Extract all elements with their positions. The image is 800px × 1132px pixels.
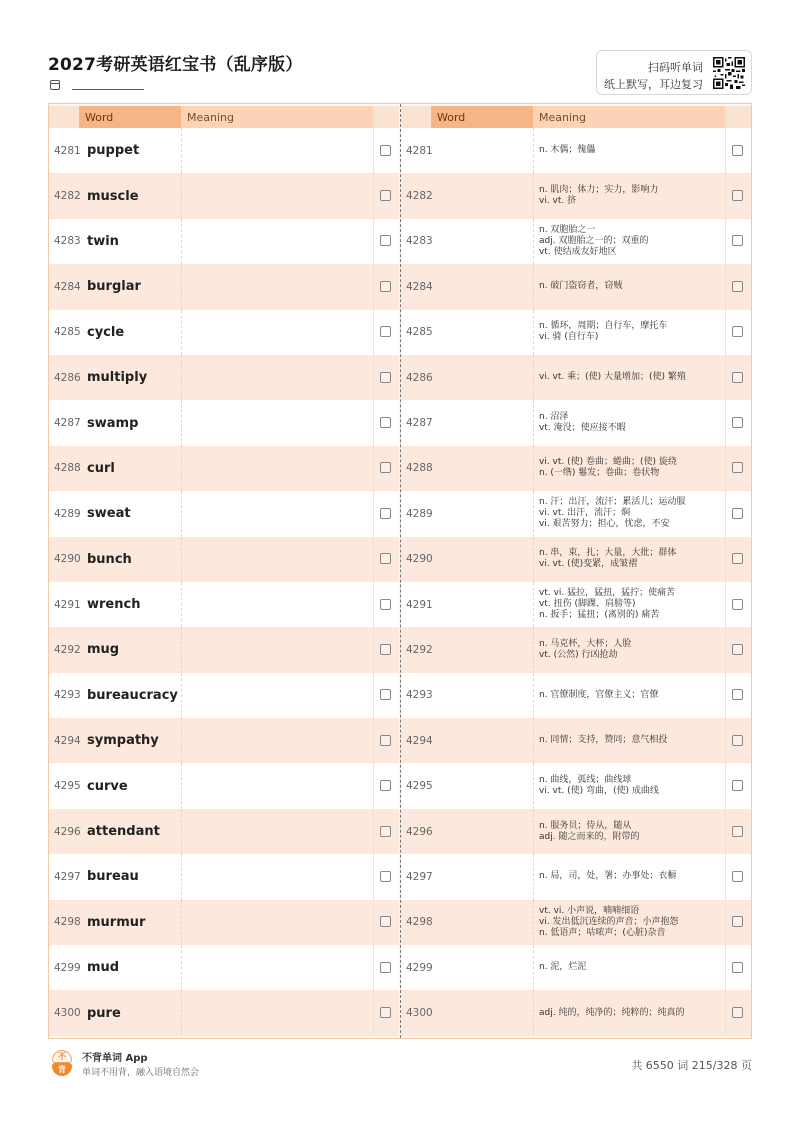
row-number: 4298 [406, 916, 433, 929]
meaning-text: n. 沼泽 vt. 淹没；使应接不暇 [539, 412, 626, 434]
column-separator [181, 491, 182, 536]
checkbox[interactable] [380, 644, 391, 655]
meaning-text: vt. vi. 小声说，喃喃细语 vi. 发出低沉连续的声音；小声抱怨 n. 低语声；咕哝声；(心脏)杂音 [539, 905, 679, 938]
table-row [401, 400, 751, 445]
meaning-text: vi. vt. (使) 卷曲；蜷曲；(使) 旋绕 n. (一绺) 鬈发；卷曲；卷状物 [539, 457, 677, 479]
column-separator [373, 355, 374, 400]
app-logo [52, 1050, 74, 1077]
table-header [401, 104, 751, 128]
checkbox[interactable] [380, 417, 391, 428]
table-row [401, 355, 751, 400]
meaning-text: n. 破门盗窃者，窃贼 [539, 281, 623, 292]
row-number: 4296 [54, 825, 81, 838]
word-text: cycle [87, 324, 125, 340]
checkbox[interactable] [380, 553, 391, 564]
checkbox[interactable] [380, 780, 391, 791]
word-text: curve [87, 778, 128, 794]
checkbox[interactable] [732, 508, 743, 519]
row-number: 4291 [406, 598, 433, 611]
column-separator [373, 264, 374, 309]
header-check-cell [725, 106, 751, 128]
row-number: 4295 [54, 780, 81, 793]
column-separator [373, 990, 374, 1035]
checkbox[interactable] [732, 1007, 743, 1018]
column-separator [533, 128, 534, 173]
qr-caption-listen: 扫码听单词 [648, 61, 703, 74]
meaning-text: n. 泥，烂泥 [539, 962, 587, 973]
column-separator [373, 173, 374, 218]
column-separator [373, 400, 374, 445]
qr-code-icon[interactable] [713, 57, 745, 89]
table-row [49, 900, 399, 945]
column-separator [725, 945, 726, 990]
row-number: 4294 [406, 734, 433, 747]
column-separator [181, 128, 182, 173]
column-separator [373, 128, 374, 173]
checkbox[interactable] [732, 962, 743, 973]
column-separator [533, 400, 534, 445]
column-separator [181, 310, 182, 355]
row-number: 4288 [54, 462, 81, 475]
checkbox[interactable] [380, 735, 391, 746]
table-row [49, 173, 399, 218]
page-title: 2027考研英语红宝书（乱序版） [48, 55, 303, 75]
meaning-text: n. 木偶；傀儡 [539, 145, 596, 156]
row-number: 4282 [406, 190, 433, 203]
row-number: 4284 [54, 280, 81, 293]
checkbox[interactable] [732, 735, 743, 746]
column-separator [373, 809, 374, 854]
column-separator [725, 582, 726, 627]
row-number: 4298 [54, 916, 81, 929]
word-text: muscle [87, 188, 139, 204]
row-number: 4293 [406, 689, 433, 702]
checkbox[interactable] [732, 326, 743, 337]
word-text: wrench [87, 597, 141, 613]
checkbox[interactable] [380, 962, 391, 973]
column-separator [725, 673, 726, 718]
column-separator [181, 582, 182, 627]
column-separator [533, 173, 534, 218]
row-number: 4290 [406, 553, 433, 566]
column-separator [181, 355, 182, 400]
row-number: 4283 [54, 235, 81, 248]
column-separator [181, 537, 182, 582]
meaning-text: n. 循环，周期；自行车，摩托车 vi. 骑 (自行车) [539, 321, 668, 343]
column-separator [373, 446, 374, 491]
word-text: attendant [87, 824, 160, 840]
checkbox[interactable] [732, 826, 743, 837]
column-separator [725, 355, 726, 400]
row-number: 4281 [54, 144, 81, 157]
checkbox[interactable] [732, 462, 743, 473]
table-row [49, 718, 399, 763]
column-separator [373, 718, 374, 763]
table-row [401, 854, 751, 899]
checkbox[interactable] [380, 281, 391, 292]
column-separator [725, 264, 726, 309]
row-number: 4295 [406, 780, 433, 793]
word-text: pure [87, 1005, 121, 1021]
qr-panel[interactable] [596, 50, 752, 95]
column-separator [533, 673, 534, 718]
table-row [401, 264, 751, 309]
table-row [49, 627, 399, 672]
column-separator [181, 945, 182, 990]
row-number: 4293 [54, 689, 81, 702]
row-number: 4286 [54, 371, 81, 384]
checkbox[interactable] [380, 372, 391, 383]
checkbox[interactable] [380, 1007, 391, 1018]
word-column-half [49, 104, 399, 1038]
meaning-text: n. 汗；出汗，流汗；累活儿；运动服 vi. vt. 出汗，流汗；焖 vi. 艰苦努力；担心，忧虑，不安 [539, 497, 686, 530]
column-separator [725, 446, 726, 491]
checkbox[interactable] [380, 599, 391, 610]
meaning-text: n. 服务员；侍从，随从 adj. 随之而来的，附带的 [539, 820, 640, 842]
column-separator [533, 264, 534, 309]
row-number: 4297 [406, 870, 433, 883]
table-row [49, 854, 399, 899]
meaning-text: vi. vt. 乘；(使) 大量增加；(使) 繁殖 [539, 372, 686, 383]
column-separator [725, 854, 726, 899]
word-rows [49, 128, 399, 1036]
column-separator [373, 854, 374, 899]
date-row [50, 80, 144, 90]
table-row [49, 582, 399, 627]
row-number: 4294 [54, 734, 81, 747]
table-row [49, 673, 399, 718]
column-separator [181, 900, 182, 945]
column-separator [533, 627, 534, 672]
row-number: 4286 [406, 371, 433, 384]
table-row [401, 128, 751, 173]
column-separator [373, 627, 374, 672]
checkbox[interactable] [380, 508, 391, 519]
table-row [49, 990, 399, 1035]
word-text: sympathy [87, 733, 159, 749]
row-number: 4299 [54, 961, 81, 974]
checkbox[interactable] [732, 145, 743, 156]
column-separator [725, 809, 726, 854]
row-number: 4300 [54, 1007, 81, 1020]
checkbox[interactable] [732, 689, 743, 700]
meaning-text: n. 局，司，处，署；办事处；衣橱 [539, 871, 677, 882]
column-separator [373, 537, 374, 582]
column-separator [533, 310, 534, 355]
table-row [49, 355, 399, 400]
logo-top-glyph: 不 [52, 1050, 72, 1063]
column-separator [725, 627, 726, 672]
column-separator [725, 990, 726, 1035]
column-separator [725, 310, 726, 355]
column-separator [725, 900, 726, 945]
column-separator [181, 627, 182, 672]
meaning-text: n. 马克杯，大杯；人脸 vt. (公然) 行凶抢劫 [539, 638, 632, 660]
table-row [401, 173, 751, 218]
word-text: mud [87, 960, 120, 976]
column-separator [373, 491, 374, 536]
table-row [401, 900, 751, 945]
column-separator [533, 990, 534, 1035]
row-number: 4292 [406, 643, 433, 656]
header-meaning: Meaning [181, 106, 373, 128]
checkbox[interactable] [732, 780, 743, 791]
checkbox[interactable] [732, 871, 743, 882]
table-row [401, 491, 751, 536]
column-separator [181, 219, 182, 264]
checkbox[interactable] [732, 553, 743, 564]
column-separator [533, 718, 534, 763]
word-text: puppet [87, 143, 140, 159]
row-number: 4291 [54, 598, 81, 611]
table-row [401, 673, 751, 718]
column-separator [725, 491, 726, 536]
table-row [401, 990, 751, 1035]
table-row [49, 264, 399, 309]
table-header [49, 104, 399, 128]
header-word: Word [431, 106, 533, 128]
table-row [49, 310, 399, 355]
word-text: bureaucracy [87, 687, 178, 703]
checkbox[interactable] [380, 462, 391, 473]
row-number: 4289 [406, 507, 433, 520]
column-separator [181, 400, 182, 445]
qr-caption-review: 纸上默写，耳边复习 [604, 78, 703, 91]
checkbox[interactable] [732, 190, 743, 201]
row-number: 4292 [54, 643, 81, 656]
meaning-text: n. 串，束，扎；大量，大批；群体 vi. vt. (使)变紧，成皱褶 [539, 548, 677, 570]
table-row [49, 491, 399, 536]
checkbox[interactable] [732, 599, 743, 610]
meaning-text: n. 官僚制度，官僚主义；官僚 [539, 689, 659, 700]
row-number: 4285 [406, 326, 433, 339]
column-separator [373, 945, 374, 990]
word-text: mug [87, 642, 120, 658]
column-separator [181, 854, 182, 899]
table-row [401, 219, 751, 264]
header-word: Word [79, 106, 181, 128]
table-row [401, 763, 751, 808]
checkbox[interactable] [732, 281, 743, 292]
column-separator [533, 446, 534, 491]
row-number: 4297 [54, 870, 81, 883]
table-row [49, 763, 399, 808]
column-separator [373, 310, 374, 355]
column-separator [725, 763, 726, 808]
column-separator [725, 219, 726, 264]
checkbox[interactable] [380, 689, 391, 700]
meaning-text: vt. vi. 猛拉，猛扭，猛拧；使痛苦 vt. 扭伤 (脚踝、肩膀等) n. 扳手；猛扭；(离别的) 痛苦 [539, 588, 676, 621]
word-text: sweat [87, 506, 131, 522]
row-number: 4285 [54, 326, 81, 339]
table-row [401, 310, 751, 355]
header-number-cell [49, 106, 79, 128]
checkbox[interactable] [732, 644, 743, 655]
column-separator [725, 128, 726, 173]
header-meaning: Meaning [533, 106, 725, 128]
column-separator [533, 219, 534, 264]
app-name: 不背单词 App [82, 1053, 148, 1064]
checkbox[interactable] [380, 871, 391, 882]
table-row [401, 582, 751, 627]
checkbox[interactable] [380, 826, 391, 837]
checkbox[interactable] [732, 916, 743, 927]
column-separator [373, 900, 374, 945]
word-text: burglar [87, 279, 141, 295]
checkbox[interactable] [732, 372, 743, 383]
row-number: 4287 [54, 417, 81, 430]
table-row [401, 809, 751, 854]
column-separator [725, 400, 726, 445]
checkbox[interactable] [732, 235, 743, 246]
checkbox[interactable] [380, 916, 391, 927]
table-row [49, 446, 399, 491]
checkbox[interactable] [732, 417, 743, 428]
row-number: 4289 [54, 507, 81, 520]
row-number: 4290 [54, 553, 81, 566]
column-separator [533, 900, 534, 945]
word-text: swamp [87, 415, 139, 431]
meaning-text: n. 曲线，弧线；曲线球 vi. vt. (使) 弯曲，(使) 成曲线 [539, 775, 659, 797]
table-row [49, 809, 399, 854]
word-sheet [48, 103, 752, 1039]
word-text: bureau [87, 869, 139, 885]
column-separator [181, 763, 182, 808]
column-separator [181, 446, 182, 491]
row-number: 4296 [406, 825, 433, 838]
row-number: 4300 [406, 1007, 433, 1020]
row-number: 4281 [406, 144, 433, 157]
meaning-rows [401, 128, 751, 1036]
table-row [49, 400, 399, 445]
table-row [401, 537, 751, 582]
table-row [49, 128, 399, 173]
app-slogan: 单词不用背，融入语境自然会 [82, 1068, 200, 1078]
header-check-cell [373, 106, 399, 128]
table-row [49, 537, 399, 582]
column-separator [725, 718, 726, 763]
column-separator [533, 854, 534, 899]
checkbox[interactable] [380, 190, 391, 201]
row-number: 4282 [54, 190, 81, 203]
checkbox[interactable] [380, 326, 391, 337]
table-row [401, 627, 751, 672]
column-separator [533, 355, 534, 400]
column-separator [181, 718, 182, 763]
column-separator [181, 809, 182, 854]
column-separator [533, 491, 534, 536]
column-separator [181, 673, 182, 718]
column-separator [373, 219, 374, 264]
column-separator [181, 173, 182, 218]
meaning-text: n. 双胞胎之一 adj. 双胞胎之一的；双重的 vt. 使结成友好地区 [539, 224, 649, 257]
column-separator [373, 582, 374, 627]
row-number: 4299 [406, 961, 433, 974]
meaning-column-half [401, 104, 751, 1038]
column-separator [181, 990, 182, 1035]
logo-bottom-glyph: 背 [52, 1063, 72, 1076]
column-separator [533, 582, 534, 627]
meaning-text: adj. 纯的，纯净的；纯粹的；纯真的 [539, 1007, 685, 1018]
column-separator [533, 763, 534, 808]
table-row [401, 446, 751, 491]
page-count: 共 6550 词 215/328 页 [631, 1059, 752, 1072]
table-row [401, 945, 751, 990]
calendar-icon [50, 80, 60, 90]
word-text: twin [87, 233, 119, 249]
header-number-cell [401, 106, 431, 128]
column-separator [533, 537, 534, 582]
row-number: 4287 [406, 417, 433, 430]
column-separator [533, 809, 534, 854]
row-number: 4288 [406, 462, 433, 475]
word-text: murmur [87, 914, 146, 930]
column-separator [725, 173, 726, 218]
row-number: 4284 [406, 280, 433, 293]
column-separator [533, 945, 534, 990]
column-separator [181, 264, 182, 309]
row-number: 4283 [406, 235, 433, 248]
meaning-text: n. 同情；支持，赞同；意气相投 [539, 735, 668, 746]
column-separator [373, 673, 374, 718]
meaning-text: n. 肌肉；体力；实力，影响力 vi. vt. 挤 [539, 185, 659, 207]
column-separator [373, 763, 374, 808]
word-text: curl [87, 460, 115, 476]
date-blank-line [72, 80, 144, 90]
word-text: bunch [87, 551, 132, 567]
column-separator [725, 537, 726, 582]
word-text: multiply [87, 370, 148, 386]
table-row [49, 945, 399, 990]
checkbox[interactable] [380, 145, 391, 156]
table-row [401, 718, 751, 763]
table-row [49, 219, 399, 264]
checkbox[interactable] [380, 235, 391, 246]
